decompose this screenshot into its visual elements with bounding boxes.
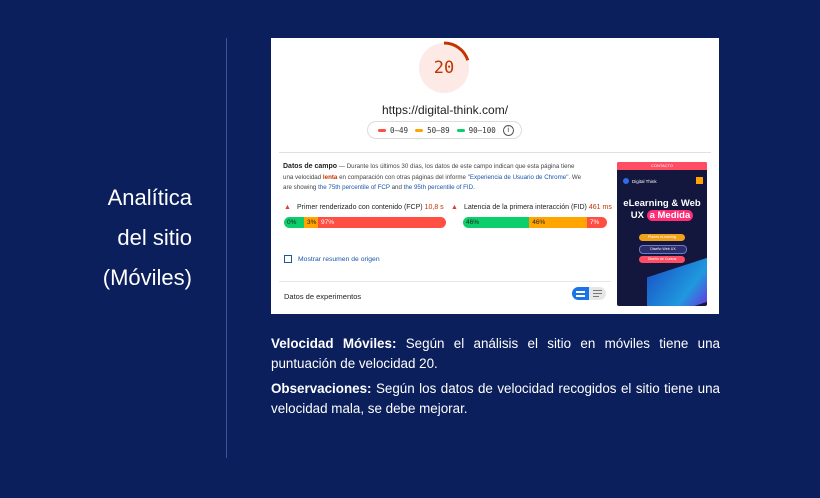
field-text-1: — Durante los últimos 30 días, los datos de este campo indican que esta página tiene una velocidad bbox=[283, 163, 575, 181]
dist-fast: 0% bbox=[284, 217, 304, 228]
mobile-preview bbox=[617, 162, 707, 306]
legend-dash-orange bbox=[415, 129, 423, 132]
dist-moderate: 3% bbox=[304, 217, 318, 228]
dist-moderate: 46% bbox=[529, 217, 587, 228]
legend-dash-green bbox=[457, 129, 465, 132]
slide-title bbox=[103, 178, 192, 298]
dist-slow: 97% bbox=[318, 217, 446, 228]
field-data-heading: Datos de campo bbox=[283, 163, 338, 170]
phone-brand: Digital Think bbox=[632, 178, 657, 184]
phone-headline-highlight: a Medida bbox=[647, 210, 694, 221]
origin-summary-label: Mostrar resumen de origen bbox=[298, 255, 380, 263]
metric-fid-distribution bbox=[463, 217, 607, 228]
info-icon[interactable]: i bbox=[503, 125, 514, 136]
metric-fcp-value: 10,8 s bbox=[424, 204, 444, 211]
warning-triangle-icon: ▲ bbox=[451, 204, 458, 211]
note-speed-text: Según el análisis el sitio en móviles tiene una puntuación de velocidad 20. bbox=[271, 336, 721, 371]
field-data-description bbox=[283, 162, 583, 194]
metric-fcp-distribution bbox=[284, 217, 446, 228]
score-value: 20 bbox=[433, 58, 455, 78]
view-toggle[interactable] bbox=[572, 287, 606, 300]
fid-percentile-link[interactable]: the 95th percentile of FID bbox=[403, 184, 474, 191]
checkbox[interactable] bbox=[284, 255, 292, 263]
grid-view-icon[interactable] bbox=[572, 287, 589, 300]
slide-title-line-3: (Móviles) bbox=[102, 265, 192, 290]
legend-item-poor bbox=[378, 126, 408, 135]
legend-item-good bbox=[457, 126, 496, 135]
field-text-slow: lenta bbox=[322, 173, 338, 181]
hamburger-menu-icon bbox=[696, 177, 703, 184]
note-speed bbox=[271, 334, 720, 374]
legend-dash-red bbox=[378, 129, 386, 132]
phone-topbar: CONTACTO bbox=[617, 162, 707, 170]
note-observations-text: Según los datos de velocidad recogidos el sitio tiene una velocidad mala, se debe mejorar. bbox=[271, 381, 720, 416]
metric-fcp bbox=[284, 204, 446, 228]
section-divider bbox=[279, 281, 611, 282]
field-text-2: en comparación con otras páginas del informe bbox=[337, 173, 468, 181]
metric-fid-label: Latencia de la primera interacción (FID) bbox=[463, 204, 587, 211]
origin-summary-toggle[interactable] bbox=[284, 255, 380, 263]
phone-pill-cursos: Diseño de Cursos bbox=[639, 256, 685, 263]
warning-triangle-icon: ▲ bbox=[284, 204, 291, 211]
pagespeed-screenshot bbox=[271, 38, 719, 314]
phone-pill-elearning: Planes eLearning bbox=[639, 234, 685, 241]
legend-range-average: 50–89 bbox=[427, 125, 450, 135]
fcp-percentile-link[interactable]: the 75th percentile of FCP bbox=[318, 184, 390, 191]
note-observations-label: Observaciones: bbox=[271, 381, 372, 396]
vertical-divider bbox=[226, 38, 227, 458]
note-speed-label: Velocidad Móviles: bbox=[271, 336, 397, 351]
phone-logo bbox=[623, 178, 657, 184]
phone-headline-1: eLearning & Web bbox=[623, 198, 701, 209]
phone-pill-web: Diseño Web UX bbox=[639, 245, 687, 254]
score-legend bbox=[367, 121, 522, 139]
field-text-5: . bbox=[473, 184, 475, 191]
logo-icon bbox=[623, 178, 629, 184]
legend-range-good: 90–100 bbox=[468, 125, 496, 135]
slide-title-line-1: Analítica bbox=[107, 185, 192, 210]
legend-range-poor: 0–49 bbox=[390, 125, 409, 135]
section-divider bbox=[279, 152, 711, 153]
legend-item-average bbox=[415, 126, 450, 135]
phone-headline-2: UX bbox=[630, 210, 644, 221]
page-url: https://digital-think.com/ bbox=[381, 103, 509, 117]
dist-fast: 46% bbox=[463, 217, 529, 228]
metric-fcp-label: Primer renderizado con contenido (FCP) bbox=[296, 204, 423, 211]
list-view-icon[interactable] bbox=[589, 287, 606, 300]
note-observations bbox=[271, 379, 720, 419]
experiments-heading: Datos de experimentos bbox=[284, 292, 362, 301]
metric-fid-value: 461 ms bbox=[588, 204, 612, 211]
phone-headline bbox=[617, 198, 707, 222]
field-text-4: and bbox=[389, 184, 404, 191]
slide-title-line-2: del sitio bbox=[117, 225, 192, 250]
field-text-3: . We are showing bbox=[283, 173, 582, 191]
metric-fid bbox=[451, 204, 612, 228]
dist-slow: 7% bbox=[587, 217, 607, 228]
chrome-report-link[interactable]: "Experiencia de Usuario de Chrome" bbox=[467, 173, 569, 181]
